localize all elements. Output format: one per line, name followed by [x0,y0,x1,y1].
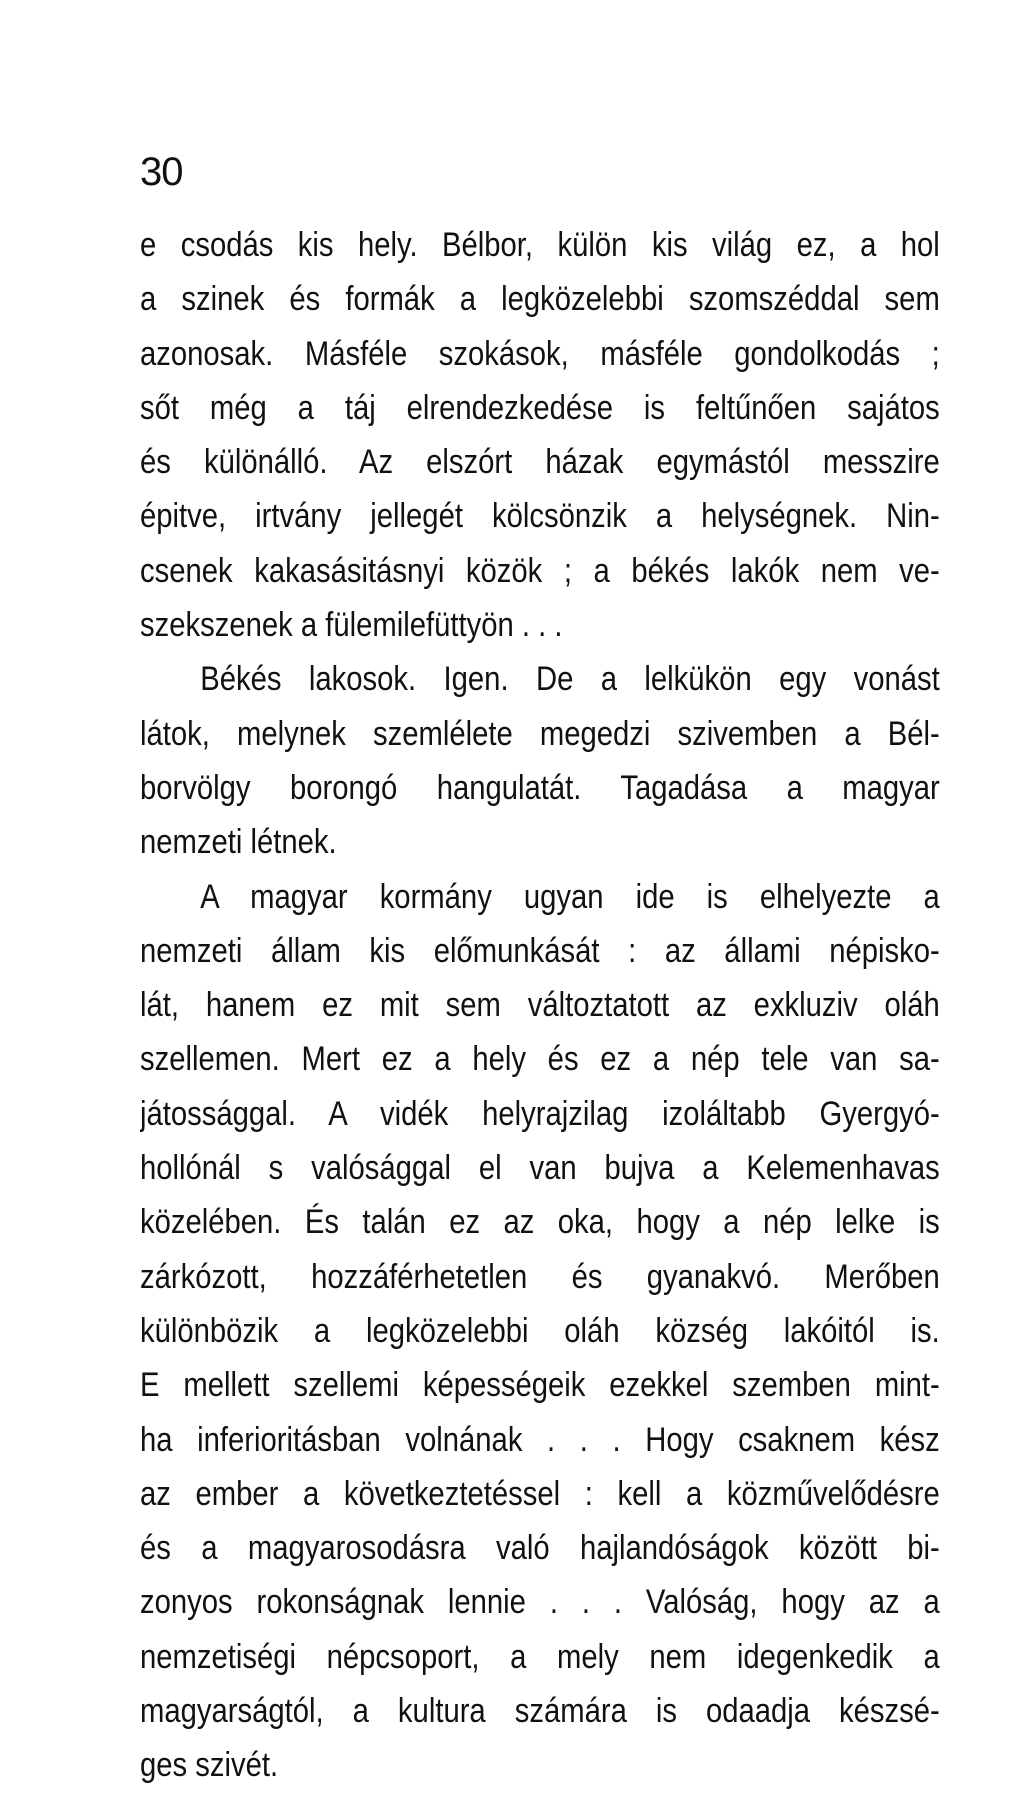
text-line: épitve, irtvány jellegét kölcsönzik a helységnek. Nin- [140,497,940,536]
text-line: szellemen. Mert ez a hely és ez a nép tele van sa- [140,1040,940,1079]
text-line: ha inferioritásban volnának . . . Hogy csaknem kész [140,1420,940,1459]
text-line: csenek kakasásitásnyi közök ; a békés lakók nem ve- [140,551,940,590]
text-line: közelében. És talán ez az oka, hogy a nép lelke is [140,1203,940,1242]
text-line: e csodás kis hely. Bélbor, külön kis világ ez, a hol [140,226,940,264]
text-line: lát, hanem ez mit sem változtatott az exkluziv oláh [140,986,940,1025]
text-line: Békés lakosok. Igen. De a lelkükön egy vonást [200,660,940,699]
text-line: magyarságtól, a kultura számára is odaadja készsé- [140,1692,940,1731]
text-line: a szinek és formák a legközelebbi szomszéddal sem [140,280,940,319]
text-line: különbözik a legközelebbi oláh község lakóitól is. [140,1311,940,1350]
text-line: zárkózott, hozzáférhetetlen és gyanakvó. Merőben [140,1257,940,1296]
text-line: nemzeti létnek. [140,823,337,862]
text-line: azonosak. Másféle szokások, másféle gondolkodás ; [140,334,940,373]
text-line: A magyar kormány ugyan ide is elhelyezte a [200,877,940,916]
body-text [140,218,940,1793]
text-line: E mellett szellemi képességeik ezekkel szemben mint- [140,1366,940,1405]
text-line: nemzeti állam kis előmunkását : az állami népisko- [140,931,940,970]
page-number: 30 [140,150,183,194]
text-line: ges szivét. [140,1746,279,1785]
text-line: és különálló. Az elszórt házak egymástól messzire [140,443,940,482]
text-line: nemzetiségi népcsoport, a mely nem idegenkedik a [140,1637,940,1676]
text-line: látok, melynek szemlélete megedzi szivemben a Bél- [140,714,940,753]
text-line: zonyos rokonságnak lennie . . . Valóság, hogy az a [140,1583,940,1622]
text-line: sőt még a táj elrendezkedése is feltűnően sajátos [140,388,940,427]
text-line: borvölgy borongó hangulatát. Tagadása a magyar [140,768,940,807]
text-line: hollónál s valósággal el van bujva a Kelemenhavas [140,1149,940,1188]
text-line: az ember a következtetéssel : kell a közművelődésre [140,1474,940,1513]
text-line: játossággal. A vidék helyrajzilag izoláltabb Gyergyó- [140,1094,940,1133]
text-line: és a magyarosodásra való hajlandóságok között bi- [140,1529,940,1568]
text-line: szekszenek a fülemilefüttyön . . . [140,606,563,645]
